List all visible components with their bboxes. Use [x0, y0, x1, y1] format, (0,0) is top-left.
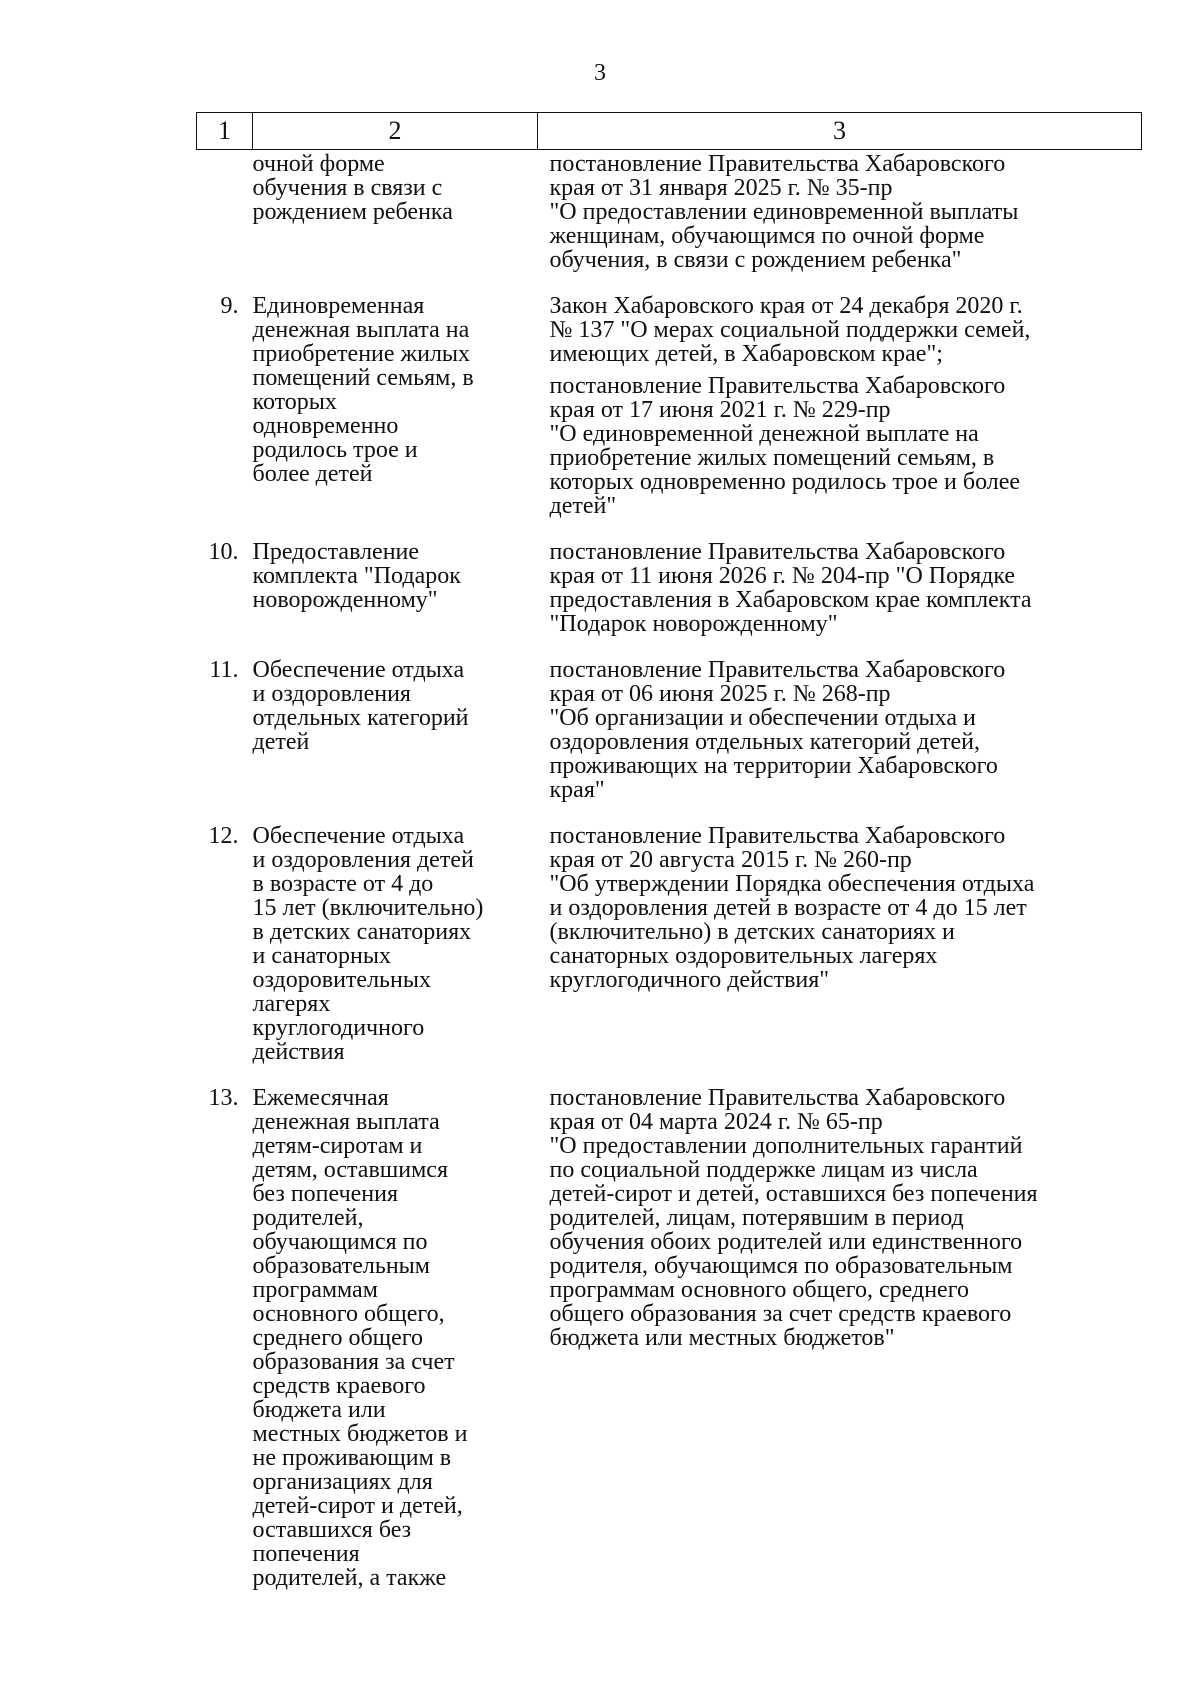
legal-basis	[538, 1086, 1142, 1612]
table-header-row	[197, 113, 1142, 150]
legal-basis	[538, 150, 1142, 295]
row-number: 9.	[220, 293, 239, 319]
row-number: 12.	[208, 823, 239, 849]
table-row	[197, 658, 1142, 824]
table-row	[197, 150, 1142, 295]
row-number: 13.	[208, 1085, 239, 1111]
measure-name	[253, 294, 538, 540]
measure-name-text: Обеспечение отдыха и оздоровления отдельных категорий детей	[252, 657, 469, 755]
row-number: 11.	[209, 657, 239, 683]
column-header-name: 2	[253, 113, 538, 150]
measure-name-text: Ежемесячная денежная выплата детям-сиротам и детям, оставшимся без попечения родителей, обучающимся по образовательным программам основного общего, среднего общего образования за счет средств краевого бюджета или местных бюджетов и не проживающим в организациях для детей-сирот и детей, оставшихся без попечения родителей, а также	[252, 1085, 468, 1591]
measure-name	[253, 658, 538, 824]
measure-name	[253, 540, 538, 658]
table-row	[197, 1086, 1142, 1612]
legal-document: постановление Правительства Хабаровского края от 31 января 2025 г. № 35-пр "О предоставлении единовременной выплаты женщинам, обучающимся по очной форме обучения, в связи с рождением ребенка"	[549, 151, 1019, 273]
measure-name-text: Обеспечение отдыха и оздоровления детей в возрасте от 4 до 15 лет (включительно) в детских санаториях и санаторных оздоровительных лагерях круглогодичного действия	[252, 823, 484, 1065]
legal-basis	[538, 658, 1142, 824]
measure-name	[253, 150, 538, 295]
legal-document: постановление Правительства Хабаровского края от 06 июня 2025 г. № 268-пр "Об организации и обеспечении отдыха и оздоровления отдельных категорий детей, проживающих на территории Хабаровского края"	[549, 657, 1006, 803]
column-header-documents: 3	[538, 113, 1142, 150]
measure-name	[253, 824, 538, 1086]
page-number: 3	[594, 60, 606, 86]
table-row	[197, 540, 1142, 658]
legal-basis	[538, 540, 1142, 658]
legal-document: Закон Хабаровского края от 24 декабря 2020 г. № 137 "О мерах социальной поддержки семей, имеющих детей, в Хабаровском крае";	[549, 293, 1031, 367]
legal-basis	[538, 294, 1142, 540]
measure-name	[253, 1086, 538, 1612]
measure-name-text: Единовременная денежная выплата на приобретение жилых помещений семьям, в которых одновременно родилось трое и более детей	[252, 293, 474, 487]
legal-document: постановление Правительства Хабаровского края от 11 июня 2026 г. № 204-пр "О Порядке предоставления в Хабаровском крае комплекта "Подарок новорожденному"	[549, 539, 1032, 637]
legal-document: постановление Правительства Хабаровского края от 17 июня 2021 г. № 229-пр "О единовременной денежной выплате на приобретение жилых помещений семьям, в которых одновременно родилось трое и более детей"	[549, 373, 1021, 519]
legal-document: постановление Правительства Хабаровского края от 20 августа 2015 г. № 260-пр "Об утверждении Порядка обеспечения отдыха и оздоровления детей в возрасте от 4 до 15 лет (включительно) в детских санаториях и санаторных оздоровительных лагерях круглогодичного действия"	[549, 823, 1035, 993]
measure-name-text: Предоставление комплекта "Подарок новорожденному"	[252, 539, 461, 613]
column-header-number: 1	[197, 113, 253, 150]
document-table	[196, 112, 1142, 1612]
row-number: 10.	[208, 539, 239, 565]
legal-document: постановление Правительства Хабаровского края от 04 марта 2024 г. № 65-пр "О предоставлении дополнительных гарантий по социальной поддержке лицам из числа детей-сирот и детей, оставшихся без попечения родителей, лицам, потерявшим в период обучения обоих родителей или единственного родителя, обучающимся по образовательным программам основного общего, среднего общего образования за счет средств краевого бюджета или местных бюджетов"	[549, 1085, 1038, 1351]
row-number	[197, 150, 253, 295]
legal-basis	[538, 824, 1142, 1086]
measure-name-text: очной форме обучения в связи с рождением ребенка	[252, 151, 453, 225]
table-row	[197, 294, 1142, 540]
table-row	[197, 824, 1142, 1086]
